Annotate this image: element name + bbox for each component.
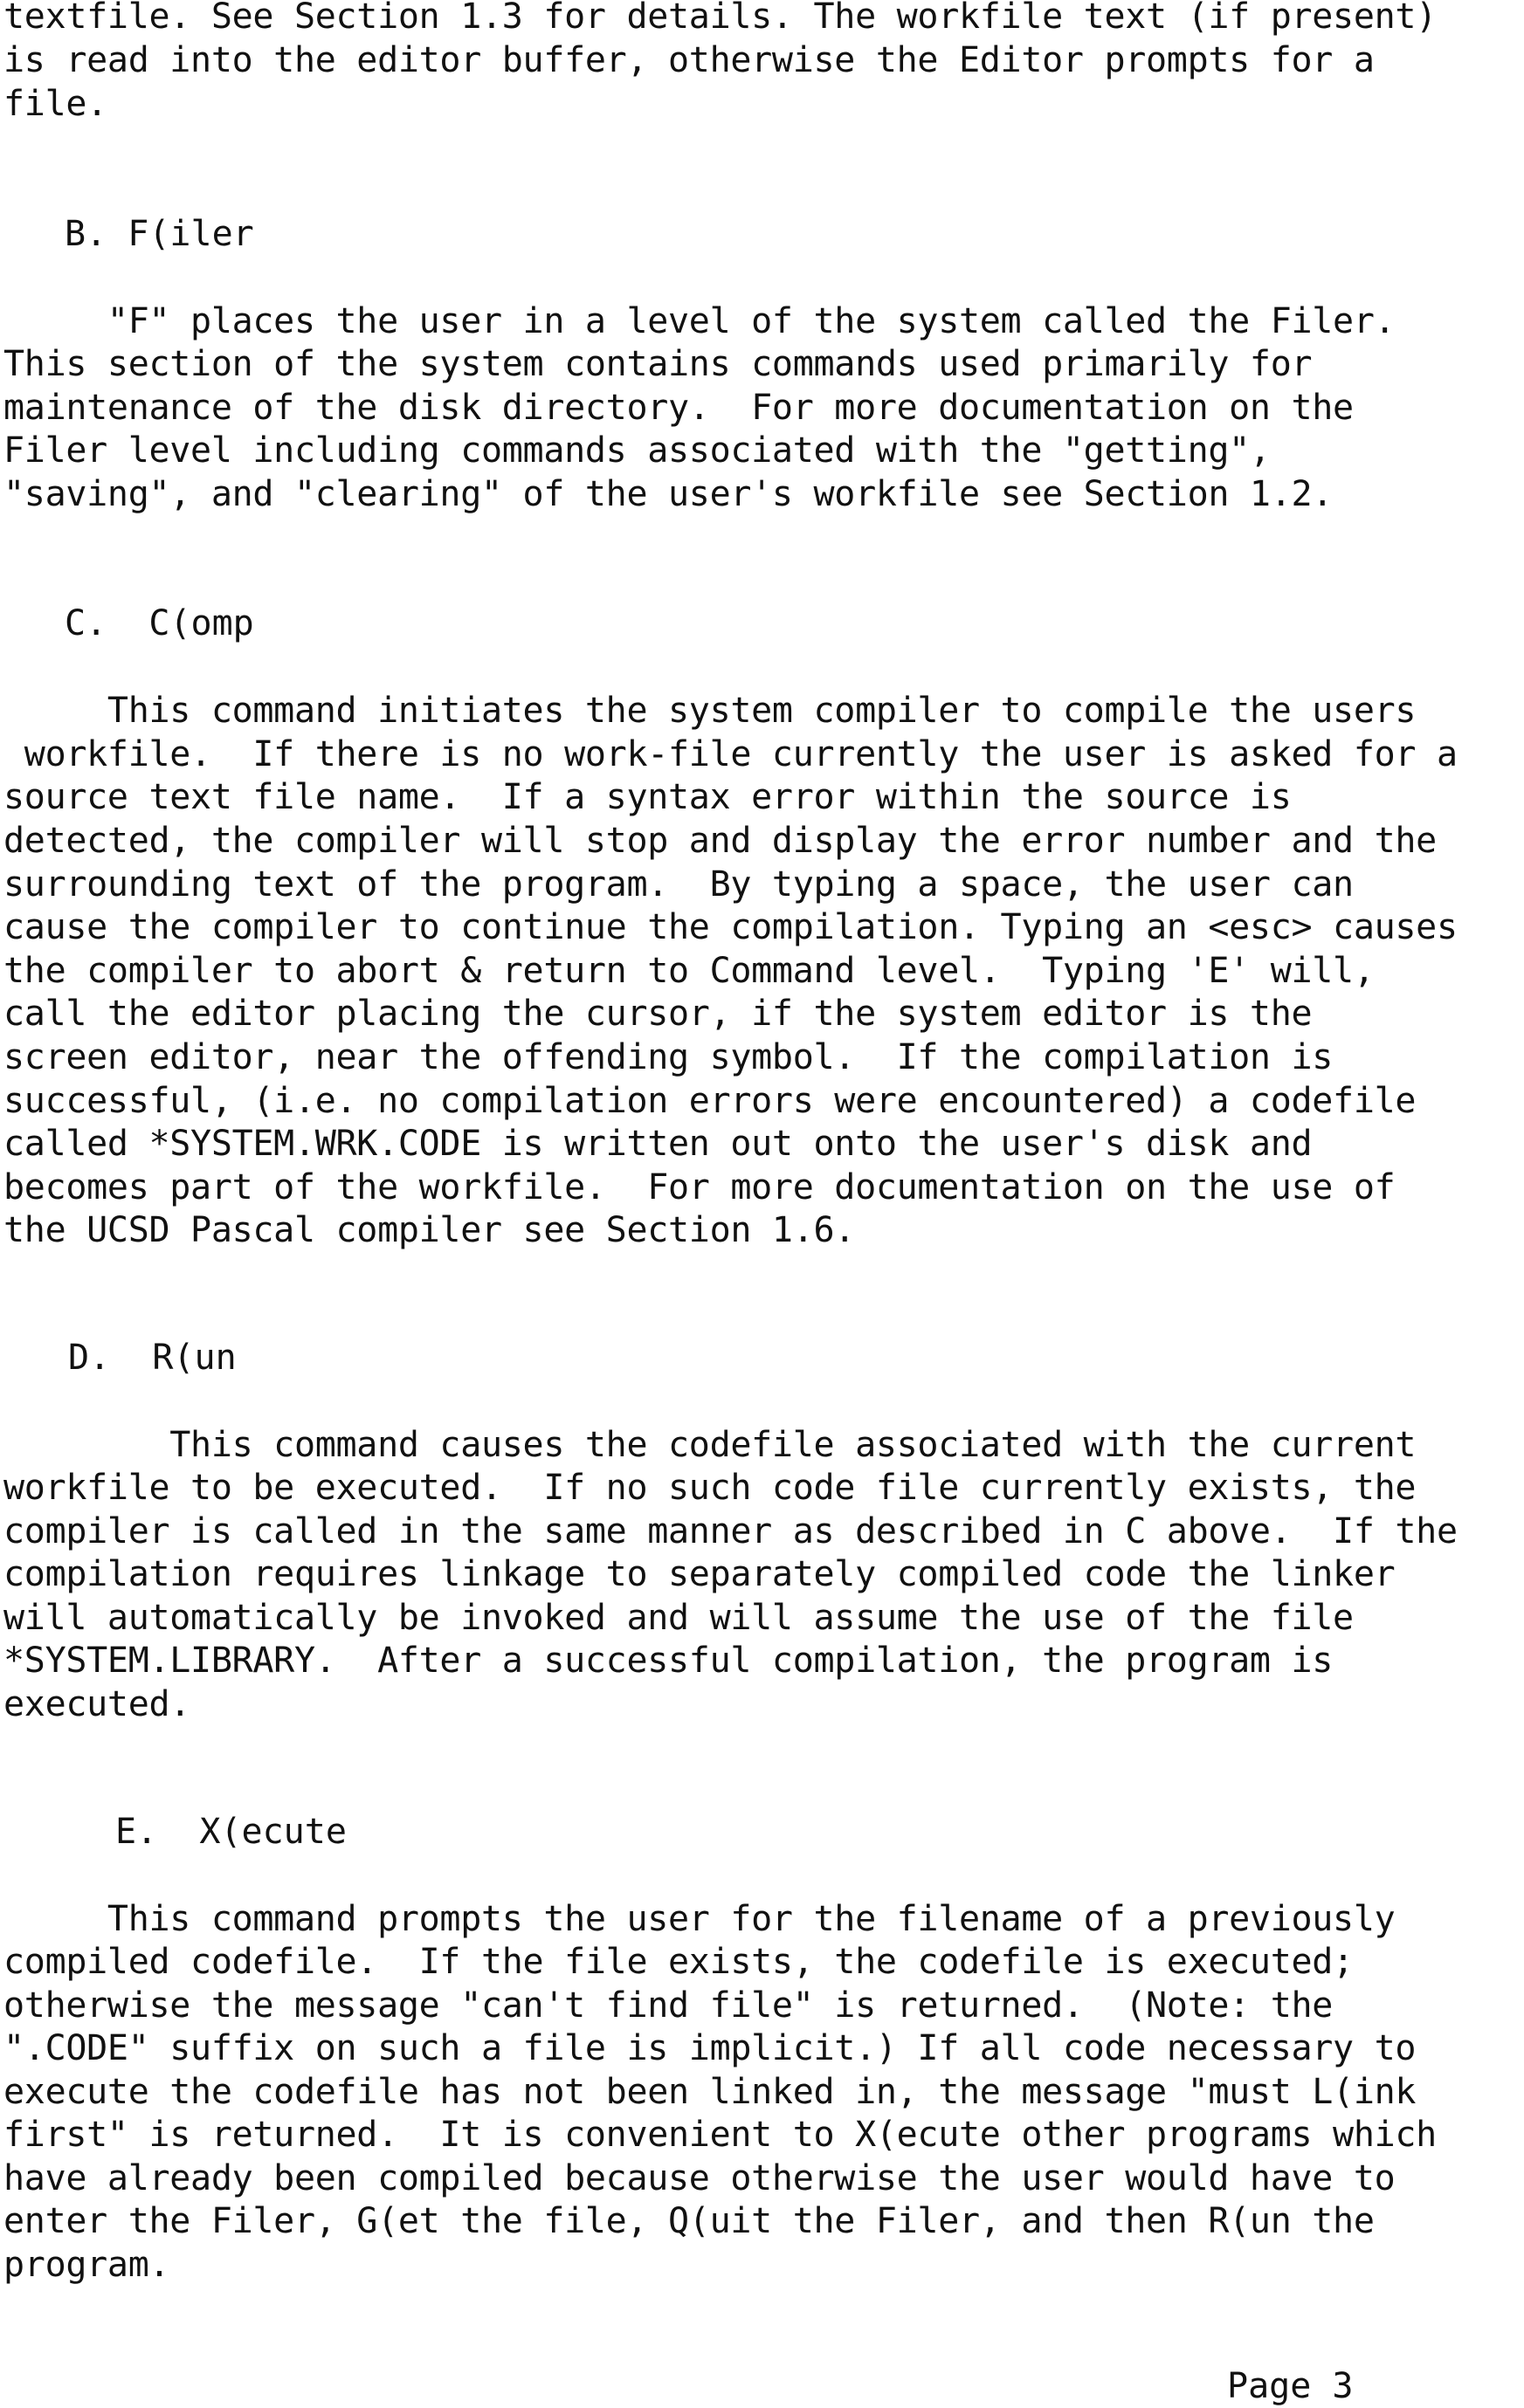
section-line: the compiler to abort & return to Command level. Typing 'E' will, xyxy=(3,951,1375,991)
section-line: compiled codefile. If the file exists, the codefile is executed; xyxy=(3,1942,1354,1982)
section-line: "saving", and "clearing" of the user's workfile see Section 1.2. xyxy=(3,474,1334,514)
section-line: called *SYSTEM.WRK.CODE is written out onto the user's disk and xyxy=(3,1124,1313,1164)
section-line: workfile to be executed. If no such code file currently exists, the xyxy=(3,1468,1417,1508)
section-line: This section of the system contains commands used primarily for xyxy=(3,344,1313,384)
section-line: compiler is called in the same manner as described in C above. If the xyxy=(3,1511,1458,1551)
intro-line: file. xyxy=(3,84,107,124)
section-line: executed. xyxy=(3,1684,191,1724)
section-line: ".CODE" suffix on such a file is implicit.) If all code necessary to xyxy=(3,2028,1417,2068)
section-line: have already been compiled because otherwise the user would have to xyxy=(3,2158,1396,2198)
section-line: enter the Filer, G(et the file, Q(uit the Filer, and then R(un the xyxy=(3,2201,1375,2241)
section-line: program. xyxy=(3,2245,170,2285)
section-line: This command initiates the system compiler to compile the users xyxy=(3,691,1417,731)
section-heading-run: D. R(un xyxy=(68,1338,237,1378)
section-line: compilation requires linkage to separately compiled code the linker xyxy=(3,1554,1396,1594)
section-line: Filer level including commands associated with the "getting", xyxy=(3,430,1271,471)
intro-line: is read into the editor buffer, otherwise the Editor prompts for a xyxy=(3,40,1375,80)
section-line: source text file name. If a syntax error within the source is xyxy=(3,777,1292,817)
section-line: maintenance of the disk directory. For more documentation on the xyxy=(3,388,1354,428)
section-line: first" is returned. It is convenient to X(ecute other programs which xyxy=(3,2115,1437,2155)
section-line: detected, the compiler will stop and display the error number and the xyxy=(3,821,1437,861)
section-heading-execute: E. X(ecute xyxy=(115,1812,347,1852)
section-line: This command prompts the user for the filename of a previously xyxy=(3,1899,1396,1939)
section-line: call the editor placing the cursor, if the system editor is the xyxy=(3,994,1313,1034)
section-line: will automatically be invoked and will assume the use of the file xyxy=(3,1598,1354,1638)
section-line: the UCSD Pascal compiler see Section 1.6. xyxy=(3,1210,856,1250)
section-line: otherwise the message "can't find file" is returned. (Note: the xyxy=(3,1985,1334,2026)
section-line: screen editor, near the offending symbol. If the compilation is xyxy=(3,1037,1334,1077)
section-heading-comp: C. C(omp xyxy=(65,603,254,643)
section-line: execute the codefile has not been linked in, the message "must L(ink xyxy=(3,2072,1417,2112)
section-line: This command causes the codefile associated with the current xyxy=(3,1425,1417,1465)
section-heading-filer: B. F(iler xyxy=(65,214,254,254)
section-line: surrounding text of the program. By typing a space, the user can xyxy=(3,864,1354,905)
page-number: Page 3 xyxy=(1227,2366,1354,2406)
section-line: successful, (i.e. no compilation errors were encountered) a codefile xyxy=(3,1081,1417,1121)
section-line: cause the compiler to continue the compilation. Typing an <esc> causes xyxy=(3,907,1458,947)
intro-line: textfile. See Section 1.3 for details. The workfile text (if present) xyxy=(3,0,1437,37)
section-line: becomes part of the workfile. For more documentation on the use of xyxy=(3,1167,1396,1207)
section-line: "F" places the user in a level of the system called the Filer. xyxy=(3,301,1396,341)
section-line: workfile. If there is no work-file currently the user is asked for a xyxy=(3,734,1458,774)
section-line: *SYSTEM.LIBRARY. After a successful compilation, the program is xyxy=(3,1641,1334,1681)
